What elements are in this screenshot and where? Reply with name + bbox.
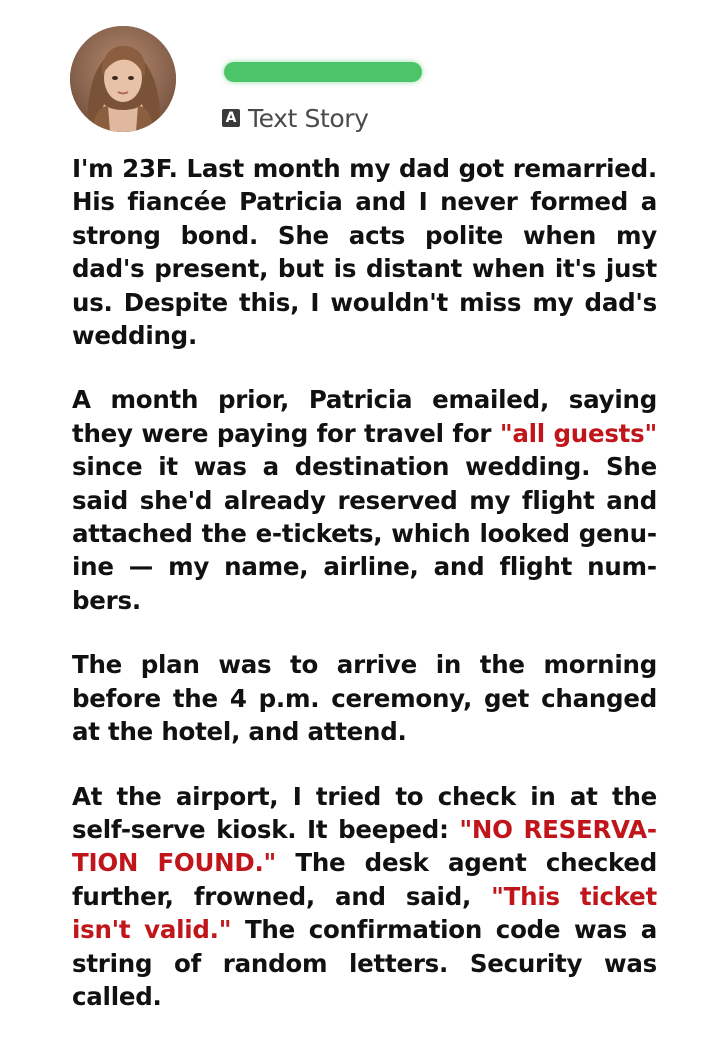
paragraph-text: The confirmation code was a string of random letters. Security was called. bbox=[72, 915, 658, 1011]
highlighted-quote: "all guests" bbox=[499, 418, 657, 448]
highlighted-quote: "This ticket isn't valid." bbox=[72, 881, 658, 945]
paragraph-text: The plan was to arrive in the morning before the 4 p.m. ceremony, get changed at the hotel, and attend. bbox=[72, 650, 657, 747]
paragraph-text: I'm 23F. Last month my dad got remarried. His fiancée Patricia and I never formed a strong bond. She acts polite when my dad's present, but is distant when it's just us. Despite this, I wouldn't miss my dad's wedding. bbox=[72, 154, 657, 351]
paragraph-text: The desk agent checked further, frowned, and said, bbox=[72, 848, 658, 911]
story-paragraph-4 bbox=[72, 780, 657, 1014]
redacted-author-name bbox=[224, 62, 422, 82]
avatar-photo-icon bbox=[70, 26, 176, 132]
story-header bbox=[0, 0, 728, 150]
story-paragraph-3 bbox=[72, 648, 657, 748]
highlighted-quote: "NO RESERVATION FOUND." bbox=[72, 814, 657, 878]
paragraph-text: A month prior, Patricia emailed, saying they were paying for travel for bbox=[72, 385, 657, 448]
text-story-icon: A bbox=[222, 109, 240, 127]
story-paragraph-1 bbox=[72, 152, 657, 352]
paragraph-text: At the airport, I tried to check in at the self-serve kiosk. It beeped: bbox=[72, 781, 657, 844]
story-type-text: Text Story bbox=[248, 103, 369, 133]
story-type-label bbox=[222, 103, 369, 133]
avatar[interactable] bbox=[70, 26, 176, 132]
story-paragraph-2 bbox=[72, 383, 657, 617]
story-body bbox=[72, 152, 657, 1044]
paragraph-text: since it was a destination wedding. She said she'd already reserved my flight and attached the e-tickets, which looked genuine — my name, airline, and flight numbers. bbox=[72, 452, 657, 615]
